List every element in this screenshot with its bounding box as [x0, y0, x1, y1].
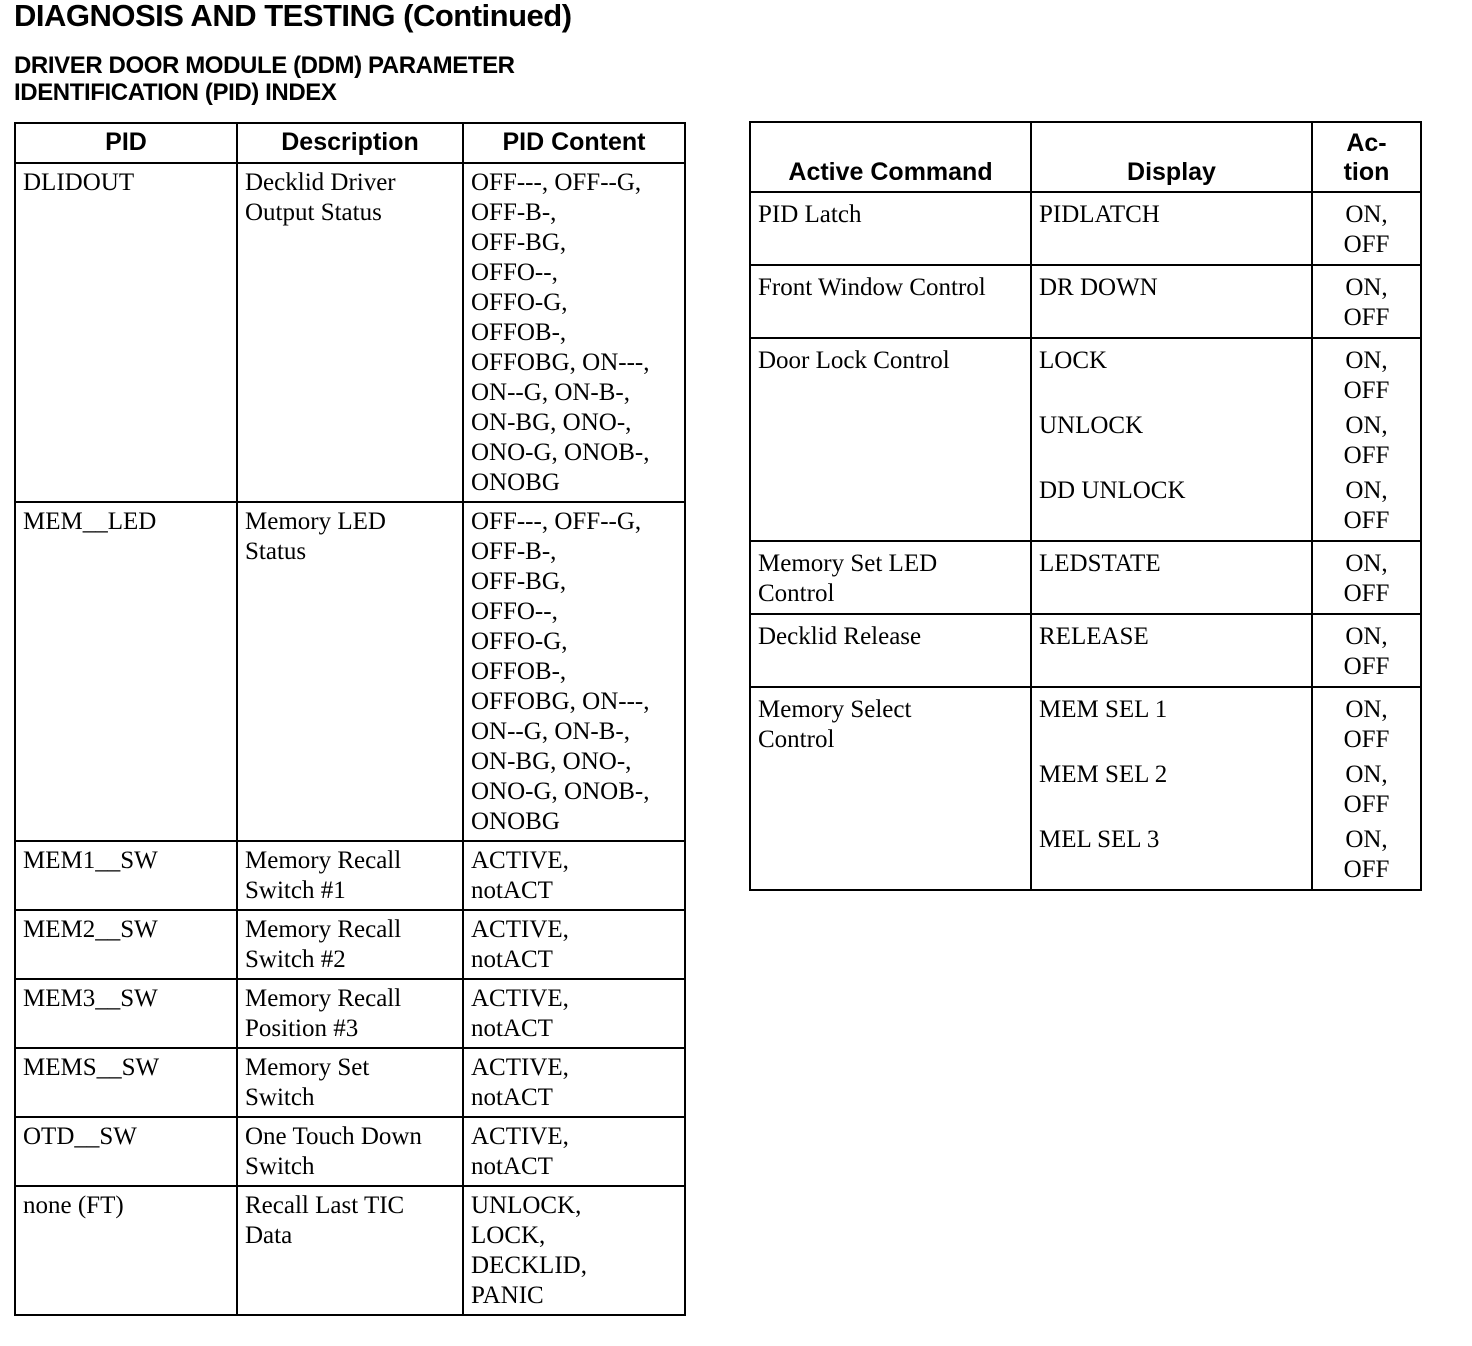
- action-value: ON,: [1345, 412, 1388, 439]
- table-row: [750, 265, 1421, 338]
- action-value: ON,: [1345, 550, 1388, 577]
- display-spacer: [1039, 441, 1305, 471]
- description-line: Memory Recall: [245, 985, 402, 1012]
- action-value: ON,: [1345, 274, 1388, 301]
- display-spacer: [1039, 506, 1305, 536]
- active-command-cell: [750, 192, 1031, 265]
- pid-content-column-header: PID Content: [463, 123, 685, 163]
- action-header-line: tion: [1343, 158, 1390, 186]
- display-value: PIDLATCH: [1039, 201, 1160, 228]
- pid-content-cell: [463, 979, 685, 1048]
- description-line: Memory Recall: [245, 847, 402, 874]
- pid-index-table: [14, 122, 686, 1316]
- pid-content-line: OFF-B-,: [471, 538, 557, 565]
- display-value: MEM SEL 1: [1039, 696, 1168, 723]
- action-value: OFF: [1343, 653, 1390, 680]
- pid-content-line: ACTIVE,: [471, 985, 569, 1012]
- pid-content-line: OFF---, OFF--G,: [471, 169, 642, 196]
- action-value: OFF: [1343, 231, 1390, 258]
- action-value: ON,: [1345, 623, 1388, 650]
- action-cell: [1312, 541, 1421, 614]
- active-command-line: Control: [758, 580, 835, 607]
- pid-content-line: OFFOB-,: [471, 658, 567, 685]
- section-title-line: IDENTIFICATION (PID) INDEX: [14, 79, 337, 106]
- description-line: Memory Set: [245, 1054, 370, 1081]
- pid-content-line: OFFOB-,: [471, 319, 567, 346]
- table-row: [15, 163, 685, 502]
- active-command-line: Door Lock Control: [758, 347, 950, 374]
- pid-content-line: ON--G, ON-B-,: [471, 379, 630, 406]
- display-cell: [1031, 265, 1312, 338]
- pid-content-line: OFF-BG,: [471, 568, 567, 595]
- description-cell: [237, 163, 463, 502]
- pid-content-line: notACT: [471, 1153, 553, 1180]
- description-line: Switch: [245, 1084, 315, 1111]
- active-command-cell: [750, 338, 1031, 541]
- action-cell: [1312, 192, 1421, 265]
- pid-cell: MEM2__SW: [15, 910, 237, 979]
- pid-content-line: OFFOBG, ON---,: [471, 349, 650, 376]
- pid-table-header-row: [15, 123, 685, 163]
- pid-content-line: ACTIVE,: [471, 916, 569, 943]
- pid-cell: none (FT): [15, 1186, 237, 1315]
- display-value: LEDSTATE: [1039, 550, 1161, 577]
- description-line: Switch #1: [245, 877, 346, 904]
- pid-content-line: OFFOBG, ON---,: [471, 688, 650, 715]
- display-column-header: Display: [1031, 122, 1312, 192]
- action-value: ON,: [1345, 347, 1388, 374]
- pid-column-header: PID: [15, 123, 237, 163]
- table-row: [750, 614, 1421, 687]
- display-spacer: [1039, 855, 1305, 885]
- action-cell: [1312, 614, 1421, 687]
- pid-content-cell: [463, 1186, 685, 1315]
- active-command-line: Decklid Release: [758, 623, 922, 650]
- active-command-table: [749, 121, 1422, 891]
- table-row: [15, 1186, 685, 1315]
- action-cell: [1312, 338, 1421, 541]
- pid-content-line: OFF-B-,: [471, 199, 557, 226]
- description-line: Recall Last TIC: [245, 1192, 405, 1219]
- action-value: ON,: [1345, 826, 1388, 853]
- display-spacer: [1039, 579, 1305, 609]
- display-value: MEL SEL 3: [1039, 826, 1160, 853]
- pid-content-line: notACT: [471, 877, 553, 904]
- action-value: OFF: [1343, 377, 1390, 404]
- pid-content-cell: [463, 1048, 685, 1117]
- pid-content-line: ACTIVE,: [471, 1123, 569, 1150]
- action-value: ON,: [1345, 477, 1388, 504]
- description-line: Status: [245, 538, 307, 565]
- pid-content-line: PANIC: [471, 1282, 544, 1309]
- pid-content-line: OFF-BG,: [471, 229, 567, 256]
- pid-content-line: UNLOCK,: [471, 1192, 582, 1219]
- pid-cell: MEM__LED: [15, 502, 237, 841]
- table-row: [15, 502, 685, 841]
- display-cell: [1031, 687, 1312, 890]
- table-row: [750, 338, 1421, 541]
- pid-content-cell: [463, 1117, 685, 1186]
- active-command-cell: [750, 265, 1031, 338]
- table-row: [750, 192, 1421, 265]
- description-line: One Touch Down: [245, 1123, 422, 1150]
- pid-content-line: notACT: [471, 1015, 553, 1042]
- action-value: OFF: [1343, 856, 1390, 883]
- action-value: OFF: [1343, 442, 1390, 469]
- description-line: Output Status: [245, 199, 382, 226]
- action-header-line: Ac-: [1346, 129, 1387, 157]
- display-value: DD UNLOCK: [1039, 477, 1186, 504]
- description-cell: [237, 1048, 463, 1117]
- pid-cell: DLIDOUT: [15, 163, 237, 502]
- action-value: OFF: [1343, 507, 1390, 534]
- active-command-line: Memory Select: [758, 696, 912, 723]
- display-spacer: [1039, 652, 1305, 682]
- display-value: RELEASE: [1039, 623, 1149, 650]
- table-row: [750, 687, 1421, 890]
- description-cell: [237, 1117, 463, 1186]
- table-row: [15, 910, 685, 979]
- pid-content-line: OFFO--,: [471, 259, 558, 286]
- description-cell: [237, 1186, 463, 1315]
- pid-content-line: OFFO-G,: [471, 628, 568, 655]
- pid-cell: MEM3__SW: [15, 979, 237, 1048]
- display-value: MEM SEL 2: [1039, 761, 1168, 788]
- active-command-column-header: Active Command: [750, 122, 1031, 192]
- description-column-header: Description: [237, 123, 463, 163]
- pid-content-line: ONO-G, ONOB-,: [471, 778, 650, 805]
- pid-content-line: ONOBG: [471, 469, 560, 496]
- table-row: [15, 979, 685, 1048]
- pid-cell: MEMS__SW: [15, 1048, 237, 1117]
- description-cell: [237, 502, 463, 841]
- command-table-header-row: [750, 122, 1421, 192]
- action-cell: [1312, 265, 1421, 338]
- pid-content-cell: [463, 910, 685, 979]
- pid-content-line: OFFO-G,: [471, 289, 568, 316]
- action-value: OFF: [1343, 791, 1390, 818]
- pid-content-line: notACT: [471, 946, 553, 973]
- display-value: LOCK: [1039, 347, 1108, 374]
- active-command-cell: [750, 541, 1031, 614]
- pid-content-line: ACTIVE,: [471, 847, 569, 874]
- pid-content-line: OFFO--,: [471, 598, 558, 625]
- action-value: OFF: [1343, 580, 1390, 607]
- pid-cell: MEM1__SW: [15, 841, 237, 910]
- display-value: DR DOWN: [1039, 274, 1158, 301]
- action-cell: [1312, 687, 1421, 890]
- pid-content-line: DECKLID,: [471, 1252, 587, 1279]
- display-cell: [1031, 192, 1312, 265]
- display-spacer: [1039, 230, 1305, 260]
- display-spacer: [1039, 376, 1305, 406]
- description-cell: [237, 910, 463, 979]
- pid-content-line: notACT: [471, 1084, 553, 1111]
- pid-content-line: ON-BG, ONO-,: [471, 748, 632, 775]
- section-title: [14, 52, 515, 106]
- description-cell: [237, 841, 463, 910]
- action-value: ON,: [1345, 201, 1388, 228]
- display-value: UNLOCK: [1039, 412, 1144, 439]
- description-line: Memory LED: [245, 508, 386, 535]
- section-title-line: DRIVER DOOR MODULE (DDM) PARAMETER: [14, 52, 515, 79]
- pid-content-line: ON-BG, ONO-,: [471, 409, 632, 436]
- pid-content-cell: [463, 841, 685, 910]
- active-command-line: Control: [758, 726, 835, 753]
- display-cell: [1031, 614, 1312, 687]
- table-row: [15, 841, 685, 910]
- active-command-line: Front Window Control: [758, 274, 986, 301]
- description-line: Decklid Driver: [245, 169, 396, 196]
- action-value: ON,: [1345, 761, 1388, 788]
- description-line: Switch: [245, 1153, 315, 1180]
- display-spacer: [1039, 725, 1305, 755]
- table-row: [750, 541, 1421, 614]
- pid-content-line: ON--G, ON-B-,: [471, 718, 630, 745]
- description-line: Memory Recall: [245, 916, 402, 943]
- action-value: ON,: [1345, 696, 1388, 723]
- display-cell: [1031, 541, 1312, 614]
- action-value: OFF: [1343, 726, 1390, 753]
- table-row: [15, 1048, 685, 1117]
- action-column-header: [1312, 122, 1421, 192]
- display-spacer: [1039, 790, 1305, 820]
- pid-content-line: ONOBG: [471, 808, 560, 835]
- pid-content-line: LOCK,: [471, 1222, 546, 1249]
- pid-content-cell: [463, 502, 685, 841]
- action-value: OFF: [1343, 304, 1390, 331]
- pid-content-line: ACTIVE,: [471, 1054, 569, 1081]
- active-command-line: Memory Set LED: [758, 550, 938, 577]
- description-line: Data: [245, 1222, 293, 1249]
- description-line: Switch #2: [245, 946, 346, 973]
- description-cell: [237, 979, 463, 1048]
- page-heading: DIAGNOSIS AND TESTING (Continued): [14, 0, 572, 33]
- pid-content-line: OFF---, OFF--G,: [471, 508, 642, 535]
- active-command-line: PID Latch: [758, 201, 862, 228]
- active-command-cell: [750, 614, 1031, 687]
- pid-cell: OTD__SW: [15, 1117, 237, 1186]
- pid-content-cell: [463, 163, 685, 502]
- table-row: [15, 1117, 685, 1186]
- display-cell: [1031, 338, 1312, 541]
- description-line: Position #3: [245, 1015, 359, 1042]
- display-spacer: [1039, 303, 1305, 333]
- pid-content-line: ONO-G, ONOB-,: [471, 439, 650, 466]
- active-command-cell: [750, 687, 1031, 890]
